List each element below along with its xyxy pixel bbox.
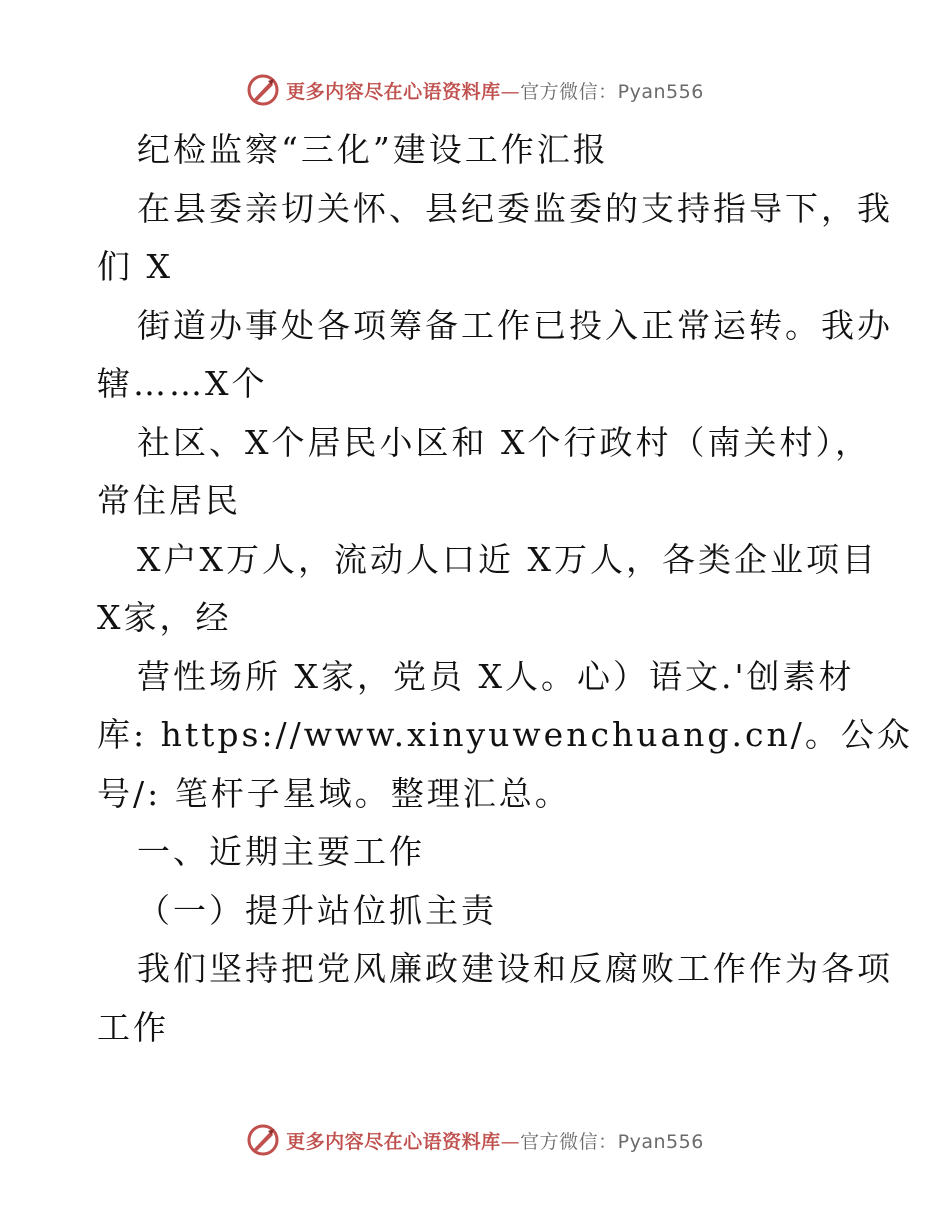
- paragraph-line: 库: https://www.xinyuwenchuang.cn/。公众: [97, 715, 913, 754]
- paragraph-line: 我们坚持把党风廉政建设和反腐败工作作为各项: [137, 949, 893, 988]
- quill-pen-logo-icon: [246, 73, 280, 107]
- watermark-brand: 更多内容尽在心语资料库: [286, 80, 501, 103]
- section-heading: 一、近期主要工作: [137, 832, 425, 871]
- footer-watermark: [0, 1120, 950, 1160]
- paragraph-line: 常住居民: [97, 481, 241, 520]
- quill-pen-logo-icon: [246, 1123, 280, 1157]
- watermark-separator: —: [500, 80, 521, 103]
- watermark-brand: 更多内容尽在心语资料库: [286, 1130, 501, 1153]
- document-title: 纪检监察“三化”建设工作汇报: [137, 130, 609, 169]
- watermark-contact: 官方微信：Pyan556: [520, 1130, 704, 1153]
- paragraph-line: 辖……X个: [97, 364, 268, 403]
- paragraph-line: X户X万人，流动人口近 X万人，各类企业项目: [137, 539, 878, 579]
- paragraph-line: 营性场所 X家，党员 X人。心）语文.'创素材: [137, 656, 855, 696]
- paragraph-line: 街道办事处各项筹备工作已投入正常运转。我办: [137, 305, 893, 345]
- watermark-contact: 官方微信：Pyan556: [520, 80, 704, 103]
- watermark-separator: —: [500, 1130, 521, 1153]
- document-body: [97, 121, 913, 1057]
- paragraph-line: 在县委亲切关怀、县纪委监委的支持指导下，我: [137, 188, 893, 228]
- paragraph-line: 工作: [97, 1007, 169, 1047]
- paragraph-line: 社区、X个居民小区和 X个行政村（南关村），: [137, 422, 871, 462]
- paragraph-line: X家，经: [97, 598, 232, 637]
- paragraph-line: 们 X: [97, 247, 173, 286]
- watermark-text: [286, 1127, 704, 1154]
- paragraph-line: 号/: 笔杆子星域。整理汇总。: [97, 773, 571, 813]
- watermark-text: [286, 77, 704, 104]
- header-watermark: [0, 70, 950, 110]
- subsection-heading: （一）提升站位抓主责: [137, 890, 497, 930]
